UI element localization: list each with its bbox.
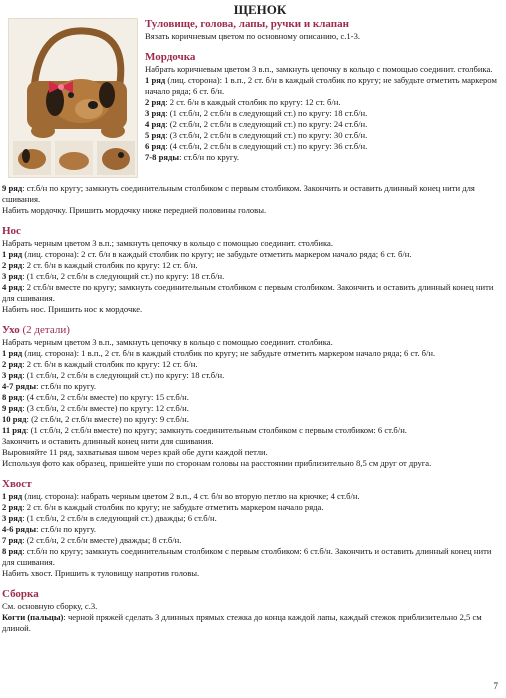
mordochka-row-text: Набрать коричневым цветом 3 в.п., замкнуть цепочку в кольцо с помощью соединит. столбика. — [145, 64, 493, 74]
nos-row-text: : 2 ст.б/н вместе по кругу; замкнуть соединительным столбиком с первым столбиком. Закончить и оставить длинный конец нити для сшивания. — [2, 282, 494, 303]
ukho-row — [2, 392, 502, 403]
nos-row — [2, 260, 502, 271]
nos-row-text: Набить нос. Пришить нос к мордочке. — [2, 304, 143, 314]
khvost-row — [2, 568, 502, 579]
khvost-row-text: : 2 ст. б/н в каждый столбик по кругу; не забудьте отметить маркером начало ряда. — [22, 502, 324, 512]
page-number: 7 — [493, 681, 498, 691]
ukho-row-text: Используя фото как образец, пришейте уши по сторонам головы на расстоянии приблизительно 8,5 см друг от друга. — [2, 458, 432, 468]
mordochka-row-text: : ст.б/н по кругу; замкнуть соединительным столбиком с первым столбиком. Закончить и оставить длинный конец нити для сшивания. — [2, 183, 475, 204]
ukho-row-text: Закончить и оставить длинный конец нити для сшивания. — [2, 436, 214, 446]
ukho-row-text: Набрать черным цветом 3 в.п., замкнуть цепочку в кольцо с помощью соединит. столбика. — [2, 337, 333, 347]
nos-row-label: 4 ряд — [2, 282, 23, 292]
khvost-row-label: 7 ряд — [2, 535, 23, 545]
khvost-row-text: : (2 ст.б/н, 2 ст.б/н вместе) дважды; 8 ст.б/н. — [22, 535, 182, 545]
crochet-puppy-photo — [8, 18, 138, 178]
khvost-row — [2, 502, 502, 513]
sborka-row-text: См. основную сборку, с.3. — [2, 601, 98, 611]
sborka-rows — [2, 601, 502, 634]
khvost-rows — [2, 491, 502, 579]
ukho-row-text: : 2 ст. б/н в каждый столбик по кругу: 12 ст. б/н. — [22, 359, 198, 369]
ukho-row — [2, 414, 502, 425]
ukho-row — [2, 359, 502, 370]
ukho-row-label: 2 ряд — [2, 359, 23, 369]
mordochka-heading: Мордочка — [145, 51, 196, 63]
mordochka-row-label: 5 ряд — [145, 130, 166, 140]
ukho-row-text: Выровняйте 11 ряд, захватывая швом через край обе дуги каждой петли. — [2, 447, 268, 457]
nos-row-label: 3 ряд — [2, 271, 23, 281]
ukho-row-label: 1 ряд — [2, 348, 23, 358]
mordochka-rows-bottom — [2, 183, 502, 216]
ukho-row — [2, 348, 502, 359]
mordochka-row — [145, 130, 501, 141]
nos-row — [2, 271, 502, 282]
mordochka-row — [145, 64, 501, 75]
sborka-row — [2, 601, 502, 612]
ukho-row-text: : (1 ст.б/н, 2 ст.б/н в следующий ст.) по кругу: 18 ст.б/н. — [22, 370, 225, 380]
nos-row-text: : 2 ст. б/н в каждый столбик по кругу: 12 ст. б/н. — [22, 260, 198, 270]
khvost-row — [2, 546, 502, 568]
ukho-row — [2, 381, 502, 392]
khvost-row-text: (лиц. сторона): набрать черным цветом 2 в.п., 4 ст. б/н во вторую петлю на крючке; 4 ст.б/н. — [22, 491, 360, 501]
sborka-row-text: : черной пряжей сделать 3 длинных прямых стежка до конца каждой лапы, каждый стежок приблизительно 2,5 см длиной. — [2, 612, 482, 633]
ukho-row-text: (лиц. сторона): 1 в.п., 2 ст. б/н в каждый столбик по кругу; не забудьте отметить маркером начало ряда; 6 ст. б/н. — [22, 348, 436, 358]
mordochka-row-text: : (2 ст.б/н, 2 ст.б/н в следующий ст.) по кругу: 24 ст.б/н. — [165, 119, 368, 129]
ukho-row-label: 8 ряд — [2, 392, 23, 402]
khvost-row — [2, 513, 502, 524]
mordochka-row-label: 4 ряд — [145, 119, 166, 129]
khvost-row — [2, 524, 502, 535]
khvost-row-text: : ст.б/н по кругу. — [36, 524, 97, 534]
mordochka-row — [2, 183, 502, 205]
ukho-row-label: 9 ряд — [2, 403, 23, 413]
nos-row-text: : (1 ст.б/н, 2 ст.б/н в следующий ст.) по кругу: 18 ст.б/н. — [22, 271, 225, 281]
nos-rows — [2, 238, 502, 315]
mordochka-row-label: 2 ряд — [145, 97, 166, 107]
mordochka-row — [145, 119, 501, 130]
mordochka-row-text: : ст.б/н по кругу. — [179, 152, 240, 162]
mordochka-row-text: Набить мордочку. Пришить мордочку ниже передней половины головы. — [2, 205, 267, 215]
nos-row-text: (лиц. сторона): 2 ст. б/н в каждый столбик по кругу; не забудьте отметить маркером начало ряда; 6 ст. б/н. — [22, 249, 412, 259]
ukho-row-text: : (1 ст.б/н, 2 ст.б/н вместе) по кругу; замкнуть соединительным столбиком с первым столбиком: 6 ст.б/н. — [26, 425, 407, 435]
khvost-row-text: Набить хвост. Пришить к туловищу напротив головы. — [2, 568, 200, 578]
khvost-row-label: 1 ряд — [2, 491, 23, 501]
mordochka-row — [145, 108, 501, 119]
ukho-row-label: 4-7 ряды — [2, 381, 37, 391]
puppy-bag-illustration — [9, 19, 138, 178]
mordochka-row — [145, 75, 501, 97]
khvost-row-label: 4-6 ряды — [2, 524, 37, 534]
intro-text: Вязать коричневым цветом по основному описанию, с.1-3. — [145, 31, 361, 41]
nos-row — [2, 238, 502, 249]
ukho-row-label: 11 ряд — [2, 425, 27, 435]
nos-row-label: 2 ряд — [2, 260, 23, 270]
mordochka-row — [2, 205, 502, 216]
nos-heading: Нос — [2, 225, 21, 237]
mordochka-row — [145, 141, 501, 152]
khvost-row-text: : ст.б/н по кругу; замкнуть соединительным столбиком с первым столбиком: 6 ст.б/н. Закончить и оставить длинный конец нити для сшивания. — [2, 546, 492, 567]
intro-heading: Туловище, голова, лапы, ручки и клапан — [145, 18, 349, 30]
mordochka-row-label: 7-8 ряды — [145, 152, 180, 162]
mordochka-rows-top — [145, 64, 501, 163]
mordochka-row-label: 1 ряд — [145, 75, 166, 85]
nos-row-text: Набрать черным цветом 3 в.п.; замкнуть цепочку в кольцо с помощью соединит. столбика. — [2, 238, 333, 248]
ukho-heading-title: Ухо — [2, 324, 20, 336]
khvost-row — [2, 491, 502, 502]
sborka-row — [2, 612, 502, 634]
ukho-row — [2, 370, 502, 381]
nos-row — [2, 282, 502, 304]
khvost-row-label: 2 ряд — [2, 502, 23, 512]
khvost-row-text: : (1 ст.б/н, 2 ст.б/н в следующий ст.) дважды; 6 ст.б/н. — [22, 513, 217, 523]
mordochka-row-label: 9 ряд — [2, 183, 23, 193]
khvost-heading: Хвост — [2, 478, 32, 490]
ukho-row-label: 3 ряд — [2, 370, 23, 380]
ukho-row — [2, 337, 502, 348]
ukho-row-text: : (3 ст.б/н, 2 ст.б/н вместе) по кругу: 12 ст.б/н. — [22, 403, 189, 413]
ukho-row — [2, 403, 502, 414]
main-body — [2, 183, 502, 634]
ukho-row-text: : ст.б/н по кругу. — [36, 381, 97, 391]
ukho-row-label: 10 ряд — [2, 414, 27, 424]
sborka-row-label: Когти (пальцы) — [2, 612, 64, 622]
nos-row — [2, 249, 502, 260]
mordochka-row-label: 6 ряд — [145, 141, 166, 151]
ukho-row — [2, 458, 502, 469]
nos-row-label: 1 ряд — [2, 249, 23, 259]
top-right-column — [145, 18, 501, 163]
khvost-row — [2, 535, 502, 546]
mordochka-row-text: : (1 ст.б/н, 2 ст.б/н в следующий ст.) по кругу: 18 ст.б/н. — [165, 108, 368, 118]
mordochka-row — [145, 152, 501, 163]
page-title: ЩЕНОК — [233, 2, 287, 17]
ukho-row — [2, 447, 502, 458]
ukho-row-text: : (4 ст.б/н, 2 ст.б/н вместе) по кругу: 15 ст.б/н. — [22, 392, 189, 402]
mordochka-row-text: : (4 ст.б/н, 2 ст.б/н в следующий ст.) по кругу: 36 ст.б/н. — [165, 141, 368, 151]
mordochka-row-text: (лиц. сторона): 1 в.п., 2 ст. б/н в каждый столбик по кругу; не забудьте отметить маркером начало ряда; 6 ст. б/н. — [145, 75, 497, 96]
ukho-heading — [2, 324, 502, 337]
mordochka-row-text: : 2 ст. б/н в каждый столбик по кругу: 12 ст. б/н. — [165, 97, 341, 107]
mordochka-row-label: 3 ряд — [145, 108, 166, 118]
nos-row — [2, 304, 502, 315]
khvost-row-label: 3 ряд — [2, 513, 23, 523]
sborka-heading: Сборка — [2, 588, 39, 600]
mordochka-row-text: : (3 ст.б/н, 2 ст.б/н в следующий ст.) по кругу: 30 ст.б/н. — [165, 130, 368, 140]
ukho-row — [2, 436, 502, 447]
ukho-row — [2, 425, 502, 436]
mordochka-row — [145, 97, 501, 108]
khvost-row-label: 8 ряд — [2, 546, 23, 556]
ukho-rows — [2, 337, 502, 469]
ukho-heading-note: (2 детали) — [19, 324, 70, 336]
ukho-row-text: : (2 ст.б/н, 2 ст.б/н вместе) по кругу: 9 ст.б/н. — [26, 414, 189, 424]
